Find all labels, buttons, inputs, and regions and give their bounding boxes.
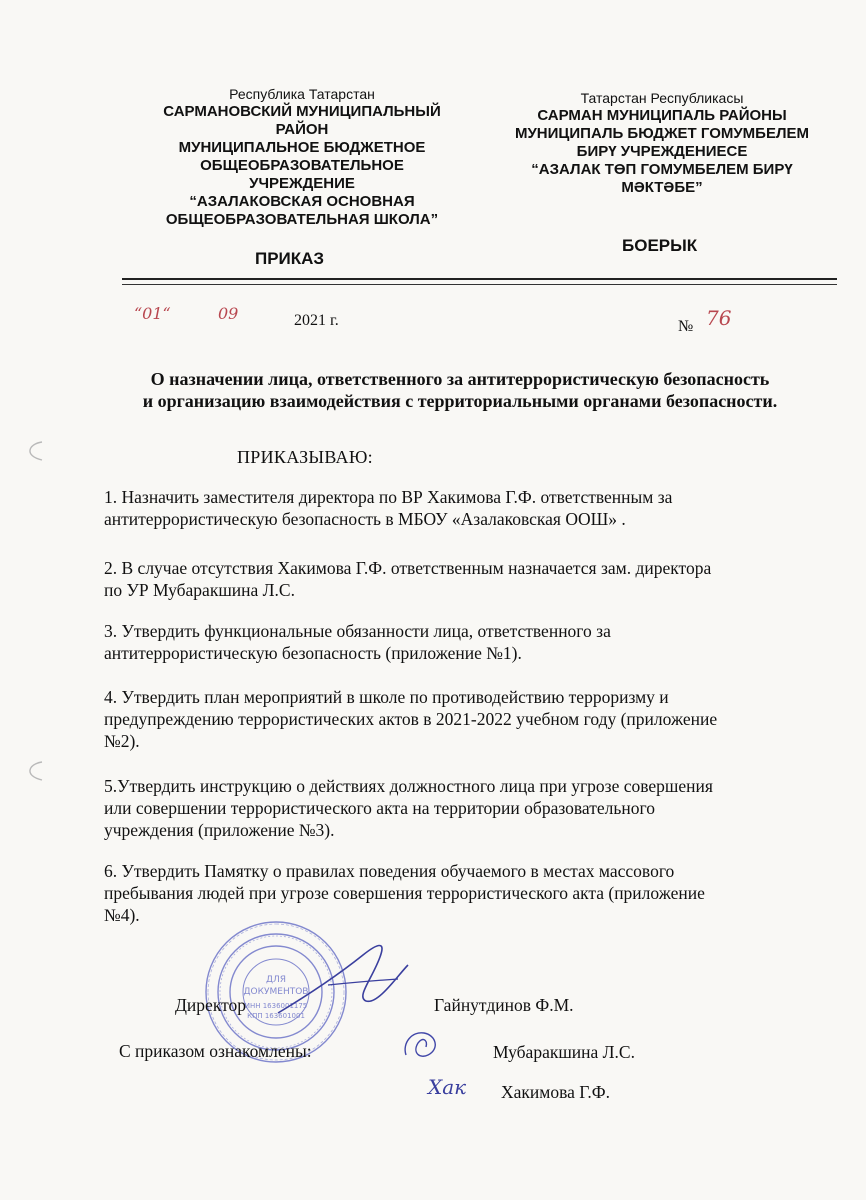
signature-mubarakshina: [398, 1025, 448, 1065]
order-item-line: №4).: [104, 905, 140, 925]
header-left: [133, 86, 471, 229]
number-label: №: [678, 318, 694, 335]
header-right-line: “АЗАЛАК ТӨП ГОМУМБЕЛЕМ БИРҮ: [531, 161, 793, 178]
order-item-5: [104, 775, 824, 841]
header-right-republic: Татарстан Республикасы: [580, 90, 744, 106]
header-left-line: “АЗАЛАКОВСКАЯ ОСНОВНАЯ: [189, 193, 415, 210]
header-left-line: ОБЩЕОБРАЗОВАТЕЛЬНОЕ: [200, 157, 404, 174]
order-item-2: [104, 557, 824, 601]
header-left-line: САРМАНОВСКИЙ МУНИЦИПАЛЬНЫЙ: [163, 103, 441, 120]
header-right: [488, 90, 836, 197]
acquainted-label: С приказом ознакомлены:: [119, 1041, 312, 1061]
header-right-line: МУНИЦИПАЛЬ БЮДЖЕТ ГОМУМБЕЛЕМ: [514, 125, 809, 142]
person2-name: Хакимова Г.Ф.: [501, 1082, 610, 1102]
order-title: [80, 368, 840, 412]
order-item-3: [104, 620, 824, 664]
date-day: “01“: [134, 304, 171, 323]
order-item-line: 3. Утвердить функциональные обязанности лица, ответственного за: [104, 621, 611, 641]
date-month: 09: [218, 304, 239, 323]
header-right-line: БИРҮ УЧРЕЖДЕНИЕСЕ: [576, 143, 748, 160]
header-right-line: МӘКТӘБЕ”: [621, 179, 703, 196]
header-rule-thin: [122, 284, 837, 285]
signature-khakimova: Хак: [428, 1075, 467, 1099]
scan-hole-mark: [18, 760, 46, 782]
order-item-line: №2).: [104, 731, 140, 751]
order-item-line: учреждения (приложение №3).: [104, 820, 335, 840]
order-item-1: [104, 486, 824, 530]
stamp-inn: ИНН 1636001175: [244, 1002, 308, 1010]
doc-type-tt: БОЕРЫК: [622, 236, 698, 255]
doc-type-ru: ПРИКАЗ: [255, 249, 325, 268]
order-item-line: 1. Назначить заместителя директора по ВР Хакимова Г.Ф. ответственным за: [104, 487, 673, 507]
order-item-line: пребывания людей при угрозе совершения террористического акта (приложение: [104, 883, 705, 903]
header-left-line: ОБЩЕОБРАЗОВАТЕЛЬНАЯ ШКОЛА”: [165, 211, 439, 228]
order-number: 76: [706, 306, 732, 330]
order-item-line: антитеррористическую безопасность (приложение №1).: [104, 643, 522, 663]
header-left-line: МУНИЦИПАЛЬНОЕ БЮДЖЕТНОЕ: [178, 139, 426, 156]
order-word: ПРИКАЗЫВАЮ:: [237, 447, 373, 467]
header-rule: [122, 278, 837, 280]
stamp-text-1: ДЛЯ: [265, 975, 287, 985]
order-item-line: 6. Утвердить Памятку о правилах поведения обучаемого в местах массового: [104, 861, 675, 881]
order-title-line: О назначении лица, ответственного за антитеррористическую безопасность: [150, 369, 770, 389]
order-item-line: 2. В случае отсутствия Хакимова Г.Ф. ответственным назначается зам. директора: [104, 558, 712, 578]
header-left-republic: Республика Татарстан: [229, 86, 375, 102]
order-item-line: 4. Утвердить план мероприятий в школе по противодействию терроризму и: [104, 687, 669, 707]
order-item-line: или совершении террористического акта на территории образовательного: [104, 798, 655, 818]
director-signature: [265, 935, 418, 1025]
order-item-line: 5.Утвердить инструкцию о действиях должностного лица при угрозе совершения: [104, 776, 713, 796]
stamp-kpp: КПП 163601001: [247, 1012, 305, 1020]
header-right-line: САРМАН МУНИЦИПАЛЬ РАЙОНЫ: [537, 107, 787, 124]
order-item-4: [104, 686, 824, 752]
order-title-line: и организацию взаимодействия с территориальными органами безопасности.: [142, 391, 778, 411]
order-item-line: антитеррористическую безопасность в МБОУ «Азалаковская ООШ» .: [104, 509, 626, 529]
order-item-6: [104, 860, 824, 926]
stamp-text-2: ДОКУМЕНТОВ: [243, 987, 309, 997]
header-left-line: УЧРЕЖДЕНИЕ: [249, 175, 355, 192]
date-year: 2021 г.: [294, 312, 339, 329]
director-name: Гайнутдинов Ф.М.: [434, 995, 574, 1015]
scan-hole-mark: [18, 440, 46, 462]
order-item-line: предупреждению террористических актов в 2021-2022 учебном году (приложение: [104, 709, 718, 729]
header-left-line: РАЙОН: [275, 121, 329, 138]
person1-name: Мубаракшина Л.С.: [493, 1042, 635, 1062]
director-label: Директор: [175, 995, 247, 1015]
order-item-line: по УР Мубаракшина Л.С.: [104, 580, 295, 600]
